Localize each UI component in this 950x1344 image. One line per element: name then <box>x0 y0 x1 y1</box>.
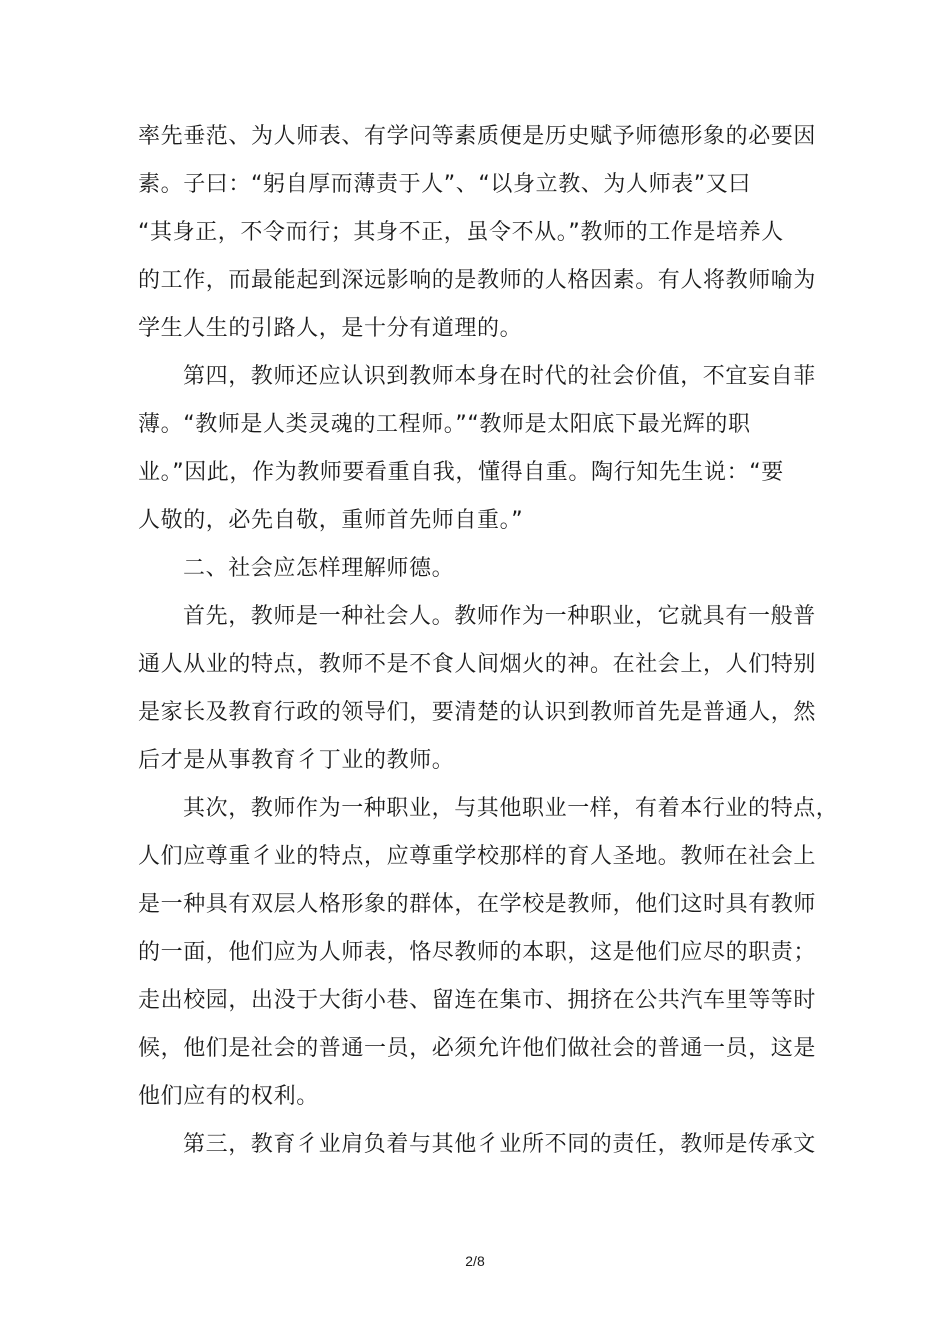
text-line: 走出校园，出没于大街小巷、留连在集市、拥挤在公共汽车里等等时 <box>138 988 817 1013</box>
text-line: 人们应尊重彳业的特点，应尊重学校那样的育人圣地。教师在社会上 <box>138 844 817 869</box>
paragraph <box>138 785 839 1121</box>
text-line: 是家长及教育行政的领导们，要清楚的认识到教师首先是普通人，然 <box>138 700 817 725</box>
paragraph <box>138 353 818 545</box>
text-line: 率先垂范、为人师表、有学问等素质便是历史赋予师德形象的必要因 <box>138 124 817 149</box>
text-line: 第四，教师还应认识到教师本身在时代的社会价值，不宜妄自菲 <box>183 364 816 389</box>
text-line: 二、社会应怎样理解师德。 <box>183 556 455 581</box>
paragraph <box>138 593 818 785</box>
text-line: 的工作，而最能起到深远影响的是教师的人格因素。有人将教师喻为 <box>138 268 817 293</box>
text-line: “其身正，不令而行；其身不正，虽令不从。”教师的工作是培养人 <box>138 220 784 245</box>
text-line: 学生人生的引路人，是十分有道理的。 <box>138 316 523 341</box>
text-line: 的一面，他们应为人师表，恪尽教师的本职，这是他们应尽的职责； <box>138 940 817 965</box>
text-line: 他们应有的权利。 <box>138 1084 319 1109</box>
text-line: 是一种具有双层人格形象的群体，在学校是教师，他们这时具有教师 <box>138 892 817 917</box>
page-number: 2/8 <box>465 1253 485 1269</box>
text-line: 素。子曰：“躬自厚而薄责于人”、“以身立教、为人师表”又曰 <box>138 172 751 197</box>
paragraph <box>138 113 818 353</box>
text-line: 薄。“教师是人类灵魂的工程师。”“教师是太阳底下最光辉的职 <box>138 412 751 437</box>
text-line: 人敬的，必先自敬，重师首先师自重。” <box>138 508 524 533</box>
text-line: 业。”因此，作为教师要看重自我，懂得自重。陶行知先生说：“要 <box>138 460 784 485</box>
text-line: 候，他们是社会的普通一员，必须允许他们做社会的普通一员，这是 <box>138 1036 817 1061</box>
text-line: 首先，教师是一种社会人。教师作为一种职业，它就具有一般普 <box>183 604 816 629</box>
text-line: 第三，教育彳业肩负着与其他彳业所不同的责任，教师是传承文 <box>183 1132 816 1157</box>
text-line: 后才是从事教育彳丁业的教师。 <box>138 748 455 773</box>
body-text <box>138 113 839 1169</box>
paragraph <box>138 1121 818 1169</box>
paragraph <box>138 545 818 593</box>
text-line: 通人从业的特点，教师不是不食人间烟火的神。在社会上，人们特别 <box>138 652 817 677</box>
text-line: 其次，教师作为一种职业，与其他职业一样，有着本行业的特点， <box>183 796 839 821</box>
